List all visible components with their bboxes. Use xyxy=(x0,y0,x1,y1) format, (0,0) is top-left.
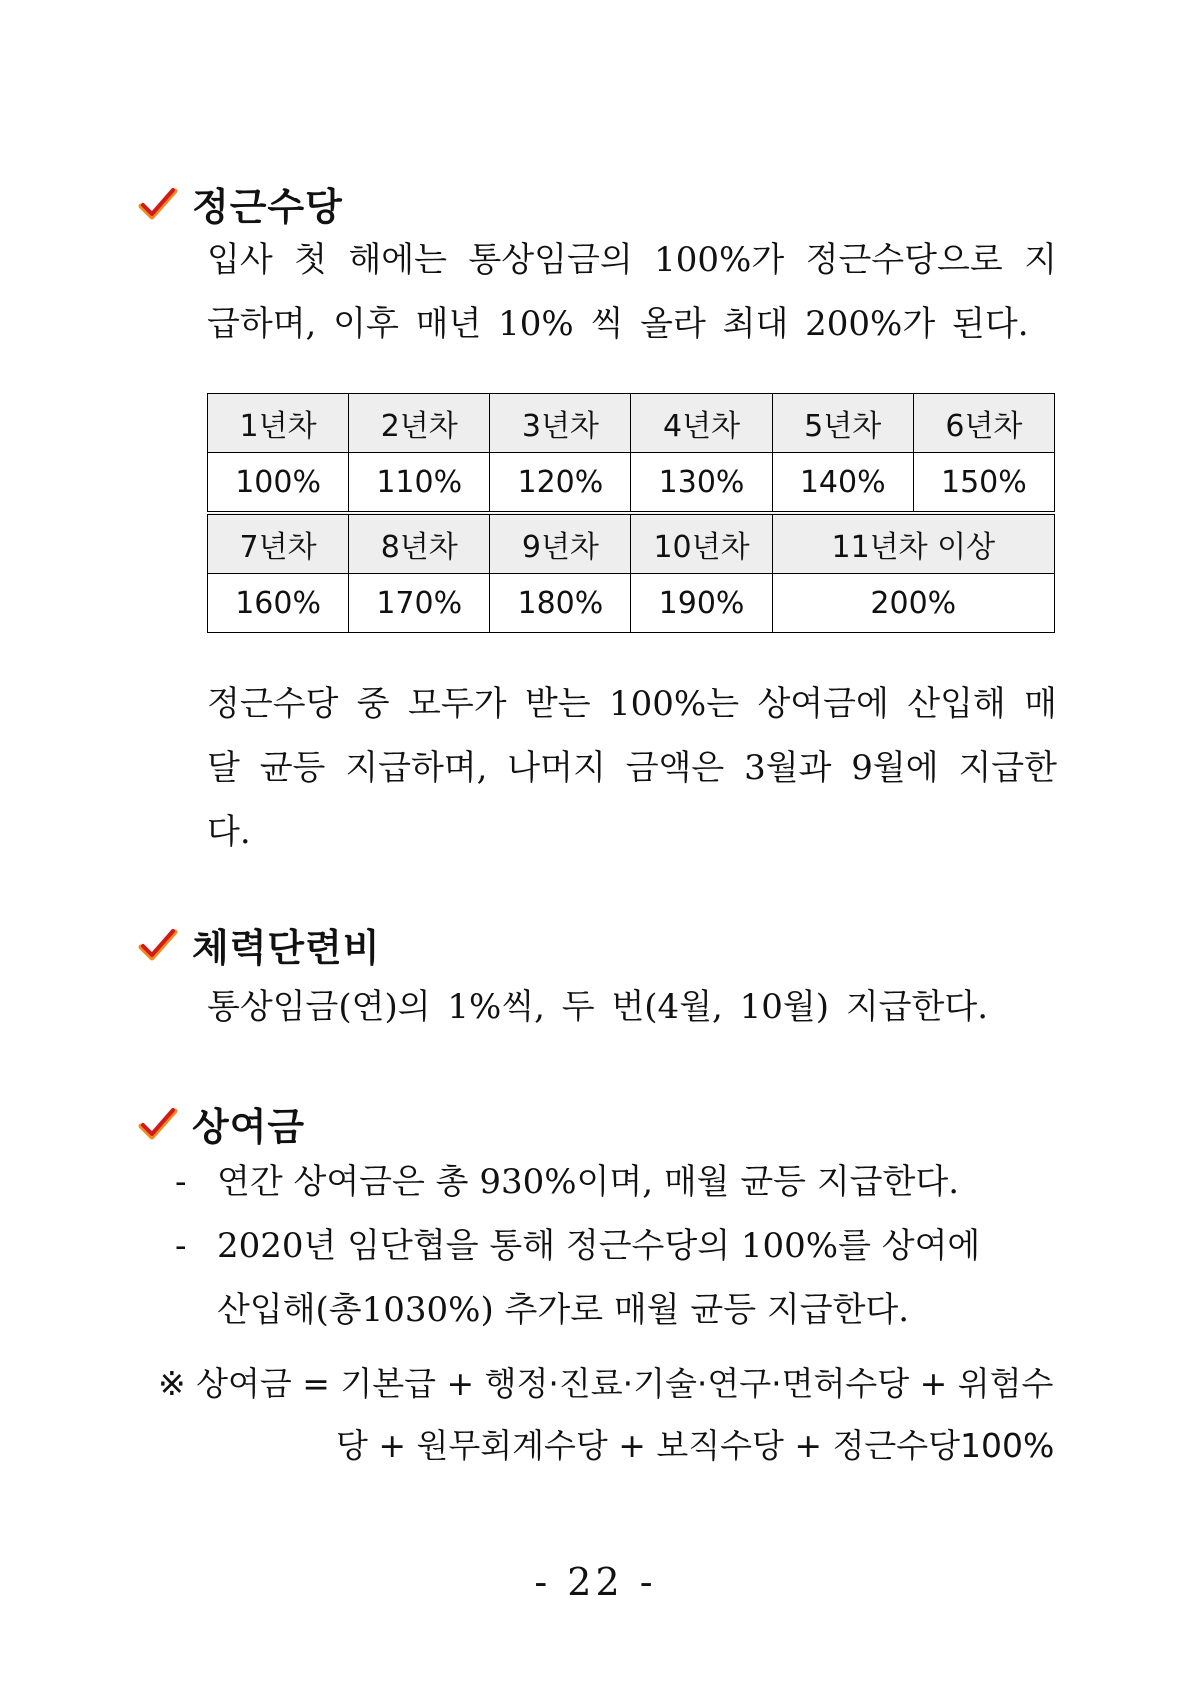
check-icon xyxy=(138,1107,178,1141)
section-title-text: 정근수당 xyxy=(192,185,343,229)
table-header-cell: 8년차 xyxy=(349,513,490,574)
check-icon xyxy=(138,928,178,962)
section-title-fitness xyxy=(138,917,381,972)
table-row xyxy=(208,574,1055,633)
table-value-cell: 160% xyxy=(208,574,349,633)
table-value-cell: 200% xyxy=(772,574,1054,633)
table-header-cell: 2년차 xyxy=(349,394,490,453)
list-dash: - xyxy=(175,1162,187,1202)
note-line: ※ 상여금 = 기본급 + 행정·진료·기술·연구·면허수당 + 위험수 xyxy=(158,1364,1054,1403)
table-value-cell: 120% xyxy=(490,453,631,514)
table-row xyxy=(208,513,1055,574)
bonus-formula-note xyxy=(158,1353,1058,1477)
table-header-cell: 11년차 이상 xyxy=(772,513,1054,574)
table-header-cell: 6년차 xyxy=(913,394,1054,453)
list-item-text: 2020년 임단협을 통해 정근수당의 100%를 상여에 xyxy=(217,1226,981,1266)
seniority-rate-table xyxy=(207,393,1055,633)
table-header-cell: 7년차 xyxy=(208,513,349,574)
seniority-outro: 정근수당 중 모두가 받는 100%는 상여금에 산입해 매달 균등 지급하며, 나머지 금액은 3월과 9월에 지급한다. xyxy=(207,684,1057,852)
table-header-cell: 9년차 xyxy=(490,513,631,574)
table-header-cell: 5년차 xyxy=(772,394,913,453)
table-row xyxy=(208,453,1055,514)
section-title-text: 체력단련비 xyxy=(192,926,381,970)
table-row xyxy=(208,394,1055,453)
section-title-text: 상여금 xyxy=(192,1105,306,1149)
check-icon xyxy=(138,187,178,221)
note-line: 당 + 원무회계수당 + 보직수당 + 정근수당100% xyxy=(336,1426,1055,1465)
list-item-continuation: 산입해(총1030%) 추가로 매월 균등 지급한다. xyxy=(217,1290,910,1330)
page-number: - 22 - xyxy=(534,1560,657,1604)
table-value-cell: 130% xyxy=(631,453,772,514)
section-title-bonus xyxy=(138,1096,305,1151)
list-item xyxy=(175,1214,1055,1342)
table-value-cell: 100% xyxy=(208,453,349,514)
table-value-cell: 180% xyxy=(490,574,631,633)
list-item xyxy=(175,1150,1055,1214)
list-item-text: 연간 상여금은 총 930%이며, 매월 균등 지급한다. xyxy=(217,1162,960,1202)
table-value-cell: 150% xyxy=(913,453,1054,514)
section-title-seniority xyxy=(138,176,343,231)
table-header-cell: 1년차 xyxy=(208,394,349,453)
table-header-cell: 4년차 xyxy=(631,394,772,453)
table-value-cell: 190% xyxy=(631,574,772,633)
table-header-cell: 10년차 xyxy=(631,513,772,574)
table-header-cell: 3년차 xyxy=(490,394,631,453)
table-value-cell: 110% xyxy=(349,453,490,514)
seniority-intro: 입사 첫 해에는 통상임금의 100%가 정근수당으로 지급하며, 이후 매년 10% 씩 올라 최대 200%가 된다. xyxy=(207,240,1057,344)
table-value-cell: 140% xyxy=(772,453,913,514)
table-value-cell: 170% xyxy=(349,574,490,633)
list-dash: - xyxy=(175,1226,187,1266)
fitness-text: 통상임금(연)의 1%씩, 두 번(4월, 10월) 지급한다. xyxy=(207,987,989,1027)
